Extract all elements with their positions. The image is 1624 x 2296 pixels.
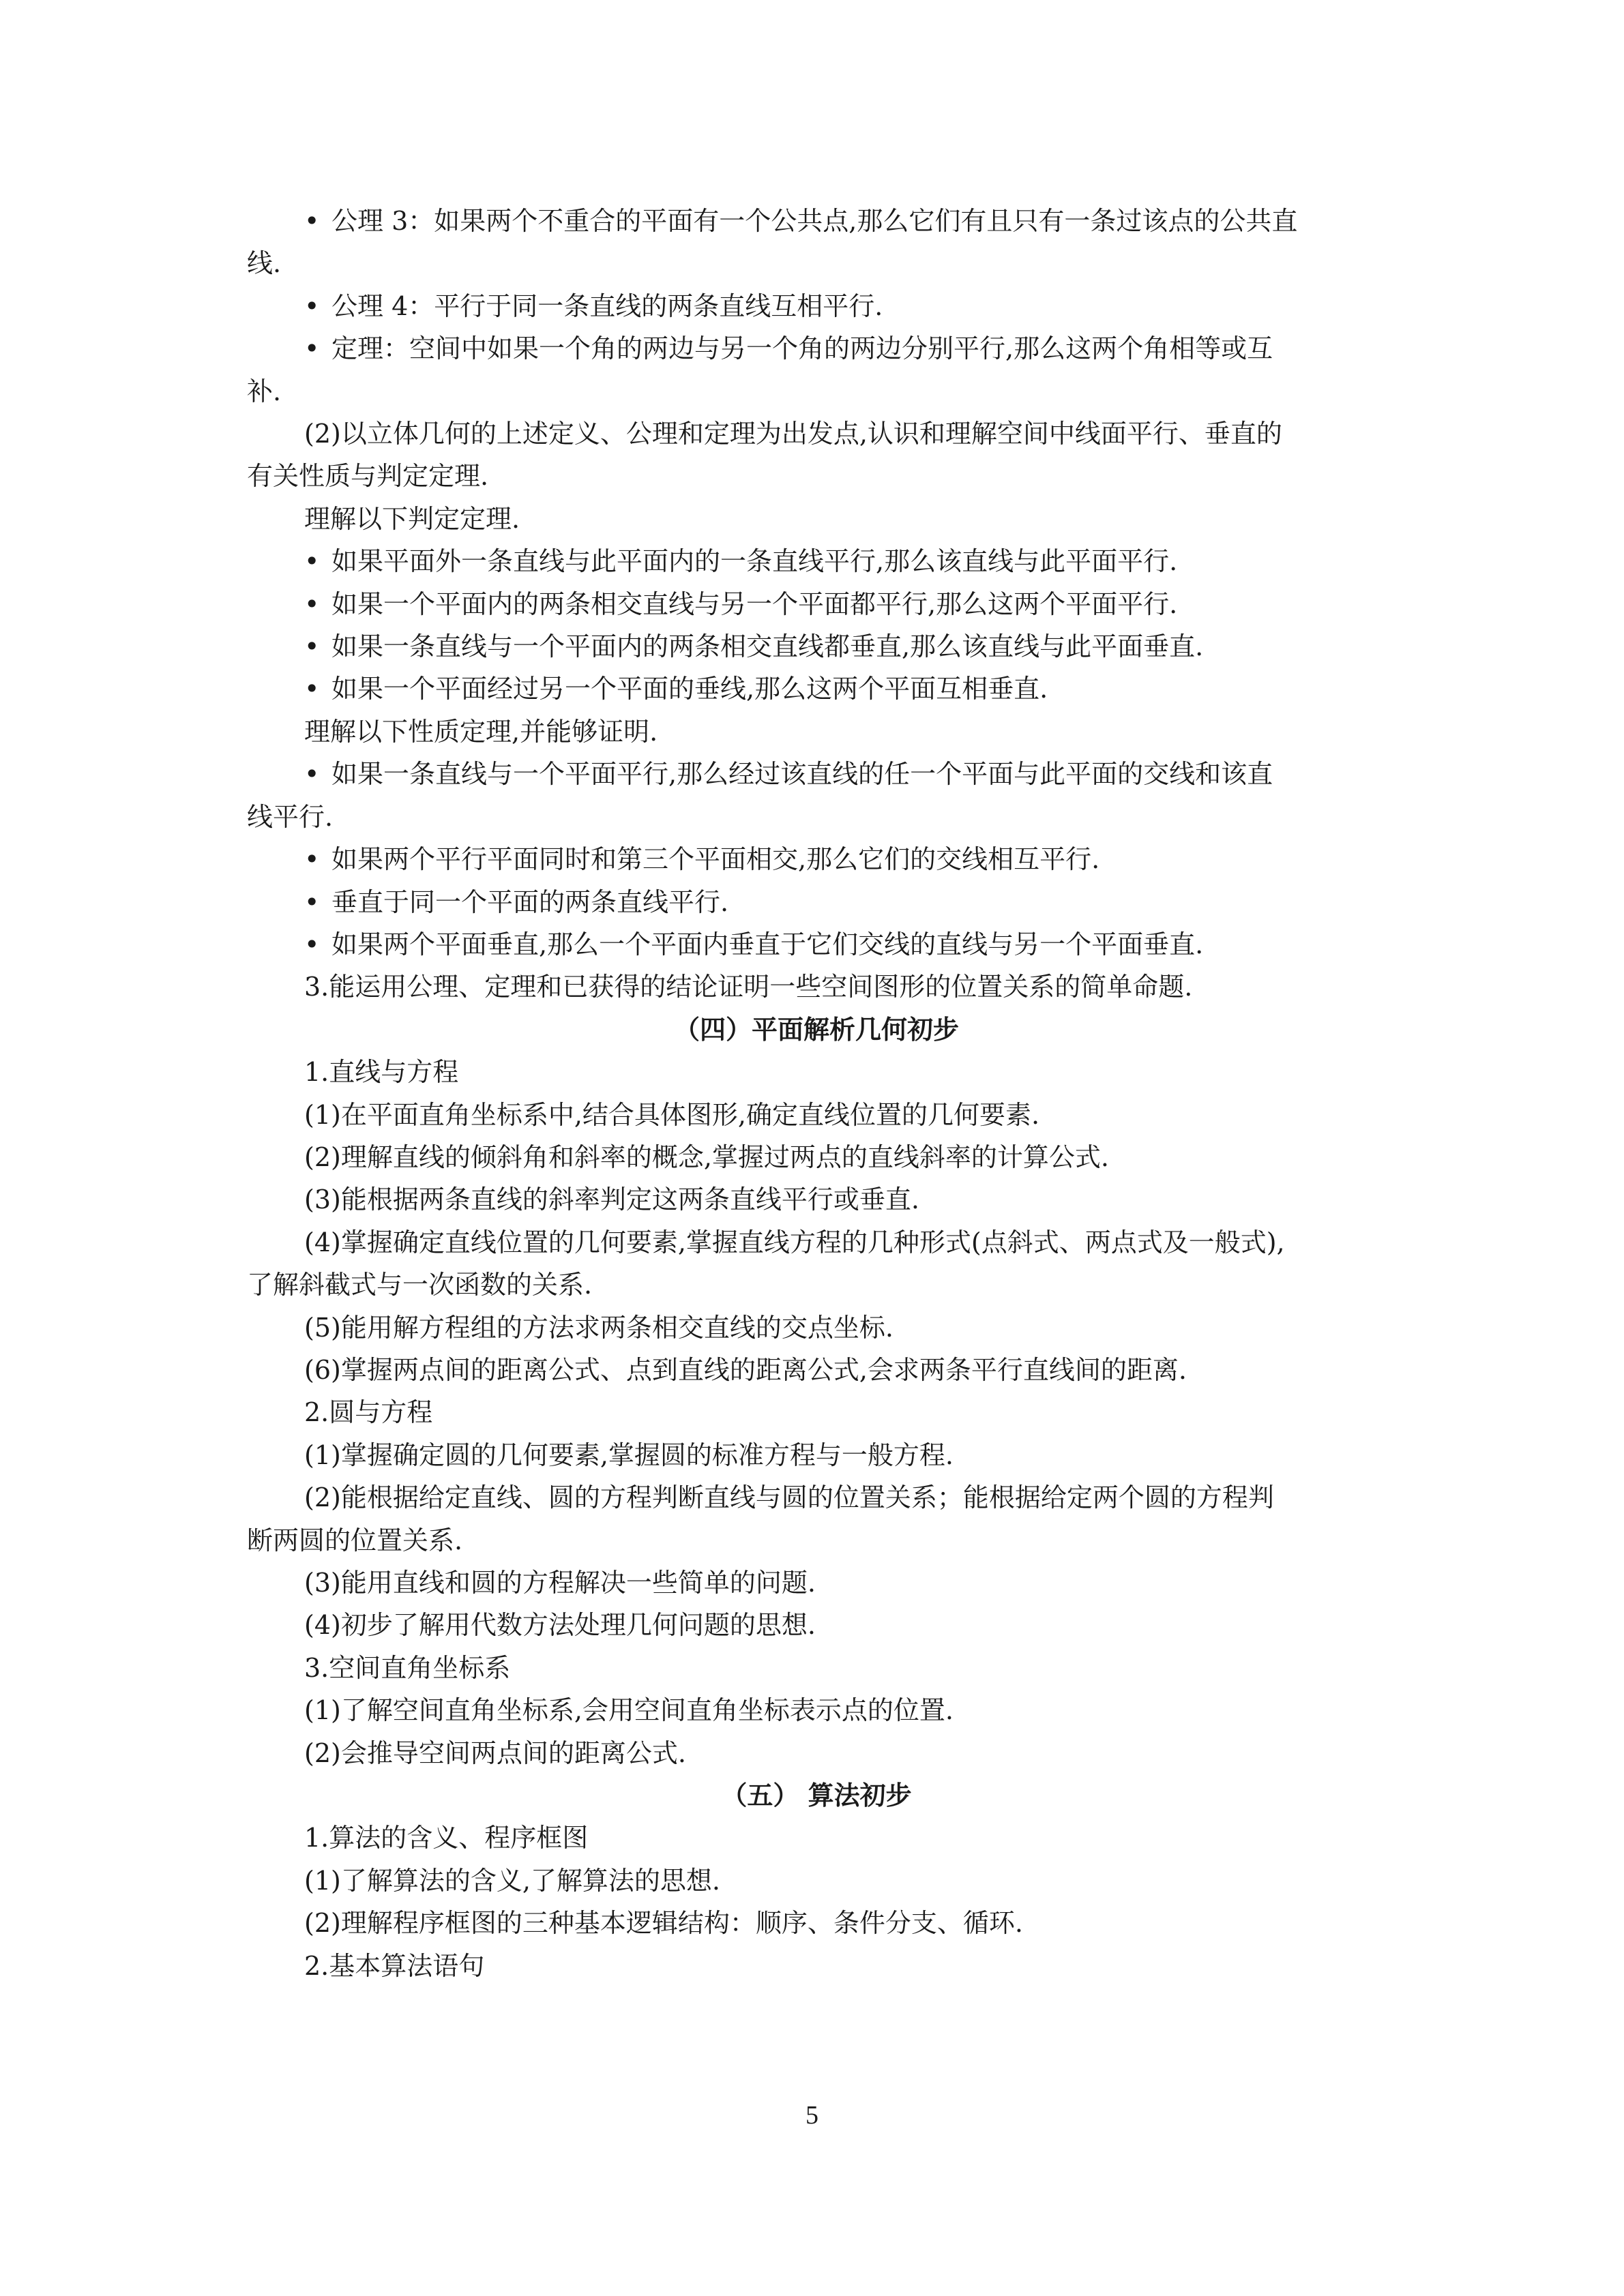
paragraph-text: 如果平面外一条直线与此平面内的一条直线平行,那么该直线与此平面平行. <box>331 546 1178 577</box>
paragraph-text: 垂直于同一个平面的两条直线平行. <box>331 886 729 917</box>
paragraph: 理解以下性质定理,并能够证明. <box>304 716 658 747</box>
paragraph-continuation: 断两圆的位置关系. <box>247 1525 463 1555</box>
paragraph-text: 如果两个平面垂直,那么一个平面内垂直于它们交线的直线与另一个平面垂直. <box>331 929 1204 959</box>
subsection-title: 2.圆与方程 <box>304 1397 433 1428</box>
paragraph: 理解以下判定定理. <box>304 503 520 534</box>
paragraph-text: 如果一条直线与一个平面平行,那么经过该直线的任一个平面与此平面的交线和该直 <box>331 759 1273 790</box>
bullet-item <box>247 583 1386 625</box>
paragraph: (3)能用直线和圆的方程解决一些简单的问题. <box>304 1568 816 1598</box>
paragraph-continuation: 补. <box>247 376 282 406</box>
paragraph: (1)了解空间直角坐标系,会用空间直角坐标表示点的位置. <box>304 1695 954 1726</box>
bullet-item <box>247 881 1386 923</box>
paragraph: (6)掌握两点间的距离公式、点到直线的距离公式,会求两条平行直线间的距离. <box>304 1354 1187 1385</box>
paragraph-text: 公理 4：平行于同一条直线的两条直线互相平行. <box>331 290 883 321</box>
bullet-dot: • <box>304 588 320 619</box>
paragraph-text: 公理 3：如果两个不重合的平面有一个公共点,那么它们有且只有一条过该点的公共直 <box>331 206 1298 236</box>
bullet-dot: • <box>304 929 320 959</box>
paragraph: (2)能根据给定直线、圆的方程判断直线与圆的位置关系；能根据给定两个圆的方程判 <box>304 1482 1274 1513</box>
paragraph: (3)能根据两条直线的斜率判定这两条直线平行或垂直. <box>304 1184 919 1215</box>
paragraph-text: 如果一个平面内的两条相交直线与另一个平面都平行,那么这两个平面平行. <box>331 588 1178 619</box>
bullet-item <box>247 285 1386 327</box>
bullet-dot: • <box>304 333 320 364</box>
paragraph: (2)理解直线的倾斜角和斜率的概念,掌握过两点的直线斜率的计算公式. <box>304 1142 1109 1172</box>
bullet-dot: • <box>304 674 320 704</box>
paragraph-text: 定理：空间中如果一个角的两边与另一个角的两边分别平行,那么这两个角相等或互 <box>331 333 1273 364</box>
bullet-item <box>247 838 1386 880</box>
paragraph: (1)掌握确定圆的几何要素,掌握圆的标准方程与一般方程. <box>304 1440 954 1470</box>
section-heading: （五） 算法初步 <box>721 1780 912 1811</box>
paragraph-text: 如果两个平行平面同时和第三个平面相交,那么它们的交线相互平行. <box>331 844 1100 875</box>
document-body <box>247 200 1386 1987</box>
bullet-dot: • <box>304 206 320 236</box>
section-heading: （四）平面解析几何初步 <box>673 1013 959 1045</box>
subsection-title: 1.直线与方程 <box>304 1057 459 1088</box>
bullet-item <box>247 200 1386 242</box>
page-number: 5 <box>806 2101 818 2130</box>
paragraph: (1)了解算法的含义,了解算法的思想. <box>304 1865 720 1896</box>
bullet-item <box>247 753 1386 795</box>
paragraph-continuation: 线平行. <box>247 801 334 832</box>
paragraph: (2)理解程序框图的三种基本逻辑结构：顺序、条件分支、循环. <box>304 1908 1023 1939</box>
paragraph-continuation: 有关性质与判定定理. <box>247 461 489 492</box>
paragraph-continuation: 线. <box>247 248 282 279</box>
bullet-item <box>247 327 1386 370</box>
paragraph: (4)掌握确定直线位置的几何要素,掌握直线方程的几种形式(点斜式、两点式及一般式), <box>304 1227 1285 1257</box>
subsection-title: 2.基本算法语句 <box>304 1950 485 1981</box>
bullet-dot: • <box>304 546 320 577</box>
bullet-dot: • <box>304 759 320 790</box>
subsection-title: 3.空间直角坐标系 <box>304 1652 511 1683</box>
paragraph: (2)以立体几何的上述定义、公理和定理为出发点,认识和理解空间中线面平行、垂直的 <box>304 419 1282 449</box>
bullet-item <box>247 668 1386 710</box>
bullet-dot: • <box>304 290 320 321</box>
bullet-item <box>247 923 1386 966</box>
subsection-title: 1.算法的含义、程序框图 <box>304 1823 589 1853</box>
bullet-item <box>247 625 1386 668</box>
paragraph: (4)初步了解用代数方法处理几何问题的思想. <box>304 1610 816 1641</box>
paragraph: (5)能用解方程组的方法求两条相交直线的交点坐标. <box>304 1312 894 1343</box>
bullet-dot: • <box>304 631 320 662</box>
paragraph-continuation: 了解斜截式与一次函数的关系. <box>247 1270 593 1300</box>
paragraph: (2)会推导空间两点间的距离公式. <box>304 1738 686 1768</box>
paragraph-text: 如果一条直线与一个平面内的两条相交直线都垂直,那么该直线与此平面垂直. <box>331 631 1204 662</box>
paragraph: 3.能运用公理、定理和已获得的结论证明一些空间图形的位置关系的简单命题. <box>304 972 1193 1002</box>
bullet-dot: • <box>304 844 320 875</box>
bullet-dot: • <box>304 886 320 917</box>
paragraph-text: 如果一个平面经过另一个平面的垂线,那么这两个平面互相垂直. <box>331 674 1048 704</box>
bullet-item <box>247 540 1386 582</box>
paragraph: (1)在平面直角坐标系中,结合具体图形,确定直线位置的几何要素. <box>304 1099 1040 1130</box>
